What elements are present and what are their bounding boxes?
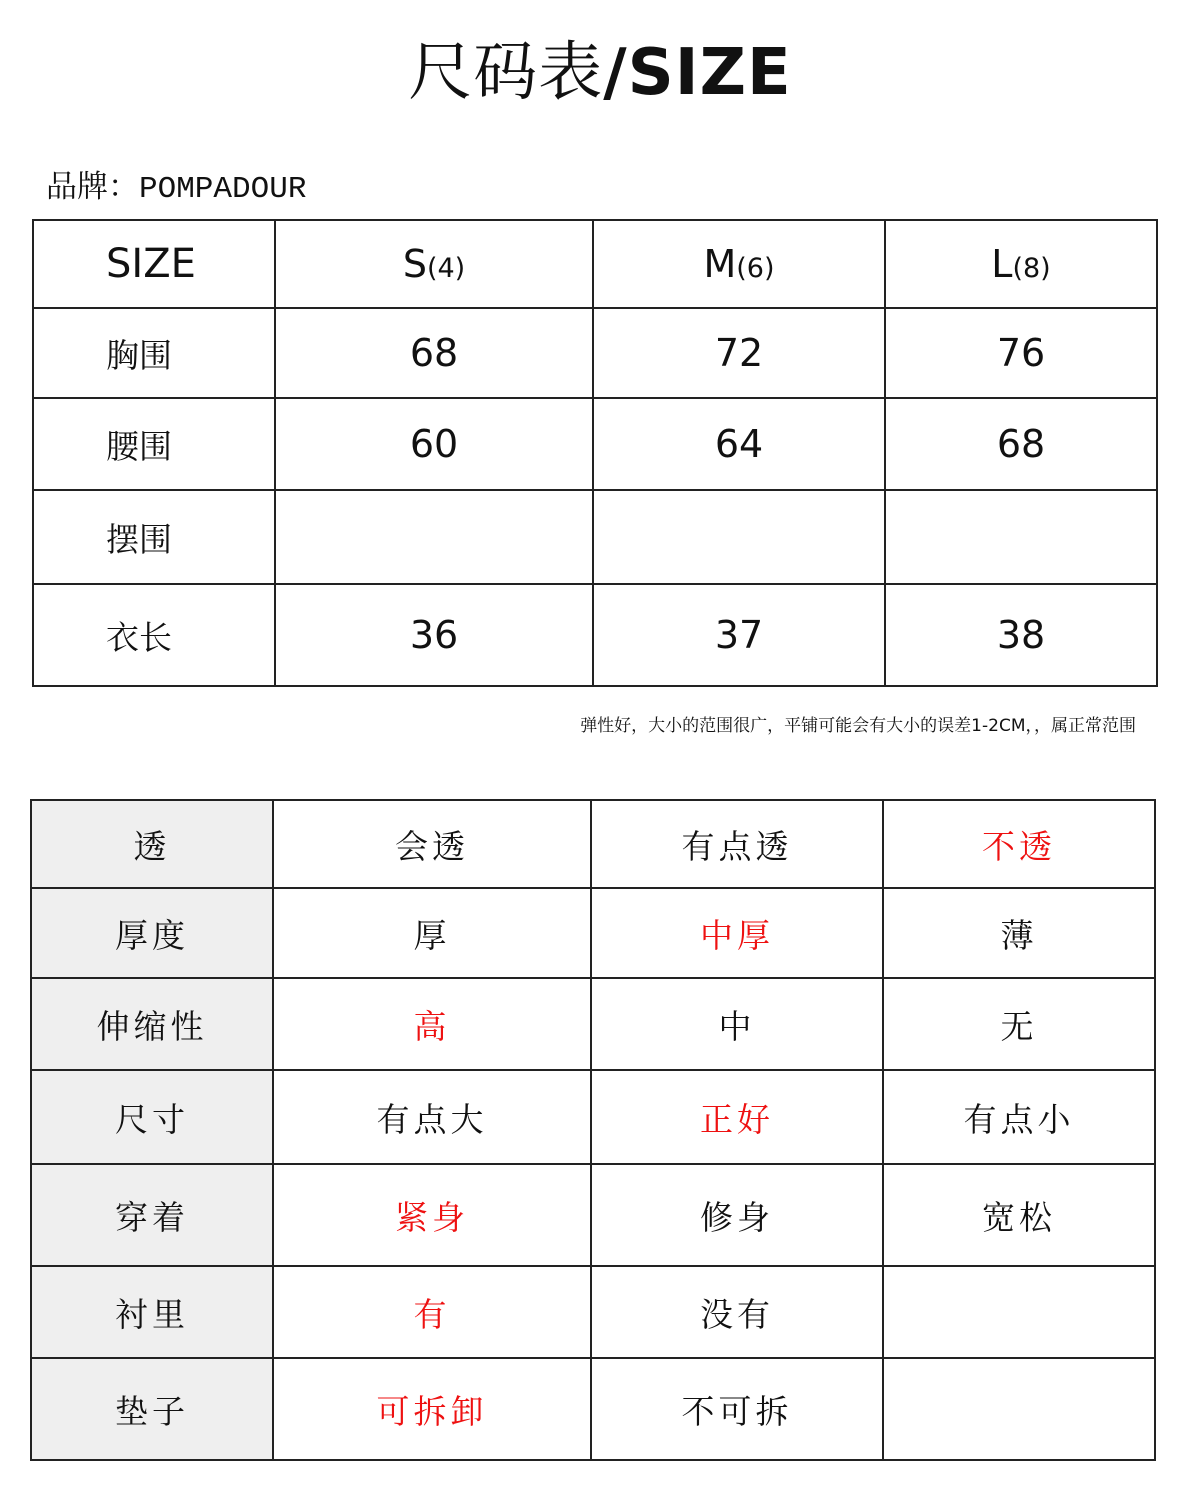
attr-option: 没有: [591, 1266, 883, 1358]
attr-option: 有: [273, 1266, 591, 1358]
attr-option: 不透: [883, 800, 1155, 888]
attr-option: 中: [591, 978, 883, 1070]
size-header-row: [33, 220, 1157, 308]
attr-option: [883, 1358, 1155, 1460]
table-cell: 68: [885, 398, 1157, 490]
brand-label: 品牌：: [46, 169, 139, 205]
table-cell: 72: [593, 308, 885, 398]
attr-row-lining: [31, 1266, 1155, 1358]
attr-label: 伸缩性: [31, 978, 273, 1070]
size-header-m: [593, 220, 885, 308]
attr-label: 尺寸: [31, 1070, 273, 1164]
attr-option: 中厚: [591, 888, 883, 978]
brand-value: POMPADOUR: [139, 172, 307, 207]
attr-row-size-fit: [31, 1070, 1155, 1164]
table-cell: 38: [885, 584, 1157, 686]
table-cell: [885, 490, 1157, 584]
attr-option: 紧身: [273, 1164, 591, 1266]
row-label-length: 衣长: [33, 584, 275, 686]
attribute-table: [30, 799, 1156, 1461]
attr-option: 有点大: [273, 1070, 591, 1164]
table-cell: 76: [885, 308, 1157, 398]
attr-label: 垫子: [31, 1358, 273, 1460]
attr-label: 穿着: [31, 1164, 273, 1266]
size-letter: M: [703, 242, 737, 286]
attr-option: 修身: [591, 1164, 883, 1266]
attr-option: 厚: [273, 888, 591, 978]
attr-option: 正好: [591, 1070, 883, 1164]
attr-row-stretch: [31, 978, 1155, 1070]
table-cell: 68: [275, 308, 593, 398]
table-cell: 60: [275, 398, 593, 490]
table-row: [33, 398, 1157, 490]
attr-option: 无: [883, 978, 1155, 1070]
attr-option: 可拆卸: [273, 1358, 591, 1460]
size-header-l: [885, 220, 1157, 308]
page-title: [0, 28, 1200, 118]
size-number: (6): [736, 253, 775, 284]
attr-option: 薄: [883, 888, 1155, 978]
attr-option: 高: [273, 978, 591, 1070]
attr-label: 透: [31, 800, 273, 888]
attr-label: 厚度: [31, 888, 273, 978]
size-number: (8): [1012, 253, 1051, 284]
size-number: (4): [426, 253, 466, 284]
table-row: [33, 490, 1157, 584]
attr-label: 衬里: [31, 1266, 273, 1358]
size-letter: L: [991, 242, 1013, 286]
attr-option: [883, 1266, 1155, 1358]
size-letter: S: [402, 242, 427, 286]
table-row: [33, 308, 1157, 398]
attr-option: 会透: [273, 800, 591, 888]
table-row: [33, 584, 1157, 686]
title-cn: 尺码表: [408, 36, 604, 110]
attr-option: 有点小: [883, 1070, 1155, 1164]
table-cell: 37: [593, 584, 885, 686]
table-cell: [593, 490, 885, 584]
table-cell: 64: [593, 398, 885, 490]
table-cell: 36: [275, 584, 593, 686]
title-en: /SIZE: [603, 36, 792, 110]
brand-line: [46, 162, 306, 215]
attr-option: 不可拆: [591, 1358, 883, 1460]
table-cell: [275, 490, 593, 584]
measurement-note: 弹性好，大小的范围很广，平铺可能会有大小的误差1-2CM，，属正常范围: [580, 716, 1136, 736]
attr-option: 宽松: [883, 1164, 1155, 1266]
size-table: [32, 219, 1158, 687]
size-header-label: SIZE: [33, 220, 275, 308]
row-label-bust: 胸围: [33, 308, 275, 398]
size-header-s: [275, 220, 593, 308]
attr-option: 有点透: [591, 800, 883, 888]
attr-row-thickness: [31, 888, 1155, 978]
attr-row-transparency: [31, 800, 1155, 888]
row-label-hem: 摆围: [33, 490, 275, 584]
attr-row-padding: [31, 1358, 1155, 1460]
attr-row-wear: [31, 1164, 1155, 1266]
row-label-waist: 腰围: [33, 398, 275, 490]
